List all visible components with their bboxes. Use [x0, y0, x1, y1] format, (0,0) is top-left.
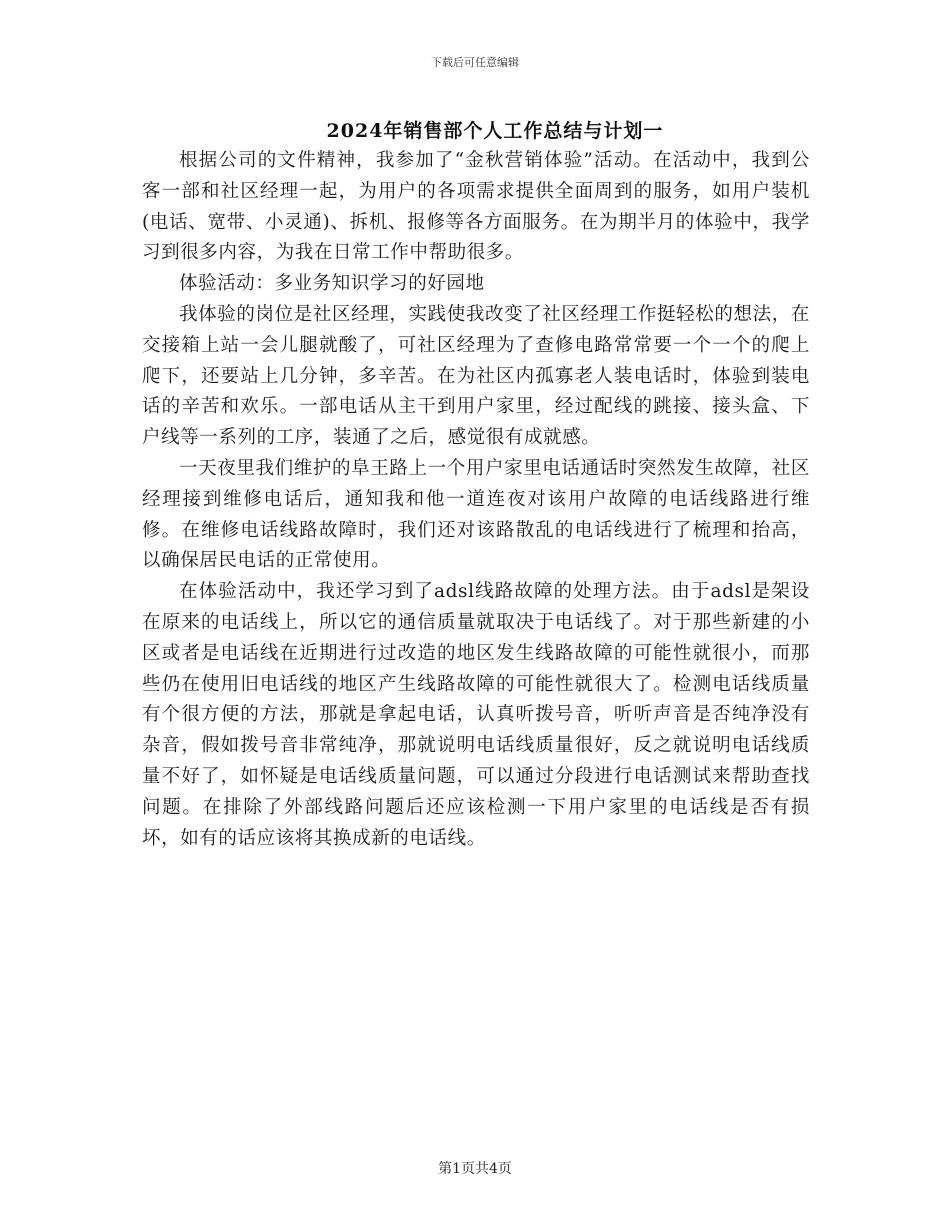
- document-title: 2024年销售部个人工作总结与计划一: [326, 120, 664, 142]
- paragraph-subheading: 体验活动：多业务知识学习的好园地: [179, 273, 485, 295]
- paragraph-adsl: 在体验活动中，我还学习到了adsl线路故障的处理方法。由于adsl是架设在原来的电话线上，所以它的通信质量就取决于电话线了。对于那些新建的小区或者是电话线在近期进行过改造的地区发生线路故障的可能性就很小，而那些仍在使用旧电话线的地区产生线路故障的可能性就很大了。检测电话线质量有个很方便的方法，那就是拿起电话，认真听拨号音，听听声音是否纯净没有杂音，假如拨号音非常纯净，那就说明电话线质量很好，反之就说明电话线质量不好了，如怀疑是电话线质量问题，可以通过分段进行电话测试来帮助查找问题。在排除了外部线路问题后还应该检测一下用户家里的电话线是否有损坏，如有的话应该将其换成新的电话线。: [142, 581, 810, 849]
- document-body: [142, 146, 810, 854]
- paragraph-community-manager: 我体验的岗位是社区经理，实践使我改变了社区经理工作挺轻松的想法，在交接箱上站一会儿腿就酸了，可社区经理为了查修电路常常要一个一个的爬上爬下，还要站上几分钟，多辛苦。在为社区内孤寡老人装电话时，体验到装电话的辛苦和欢乐。一部电话从主干到用户家里，经过配线的跳接、接头盒、下户线等一系列的工序，装通了之后，感觉很有成就感。: [142, 303, 810, 449]
- paragraph-night-repair: 一天夜里我们维护的阜王路上一个用户家里电话通话时突然发生故障，社区经理接到维修电话后，通知我和他一道连夜对该用户故障的电话线路进行维修。在维修电话线路故障时，我们还对该路散乱的电话线进行了梳理和抬高，以确保居民电话的正常使用。: [142, 457, 810, 572]
- page-header-note: 下载后可任意编辑: [431, 56, 519, 69]
- paragraph-intro: 根据公司的文件精神，我参加了“金秋营销体验”活动。在活动中，我到公客一部和社区经理一起，为用户的各项需求提供全面周到的服务，如用户装机(电话、宽带、小灵通)、拆机、报修等各方面服务。在为期半月的体验中，我学习到很多内容，为我在日常工作中帮助很多。: [142, 150, 810, 264]
- page-footer-number: 第1页共4页: [438, 1161, 512, 1177]
